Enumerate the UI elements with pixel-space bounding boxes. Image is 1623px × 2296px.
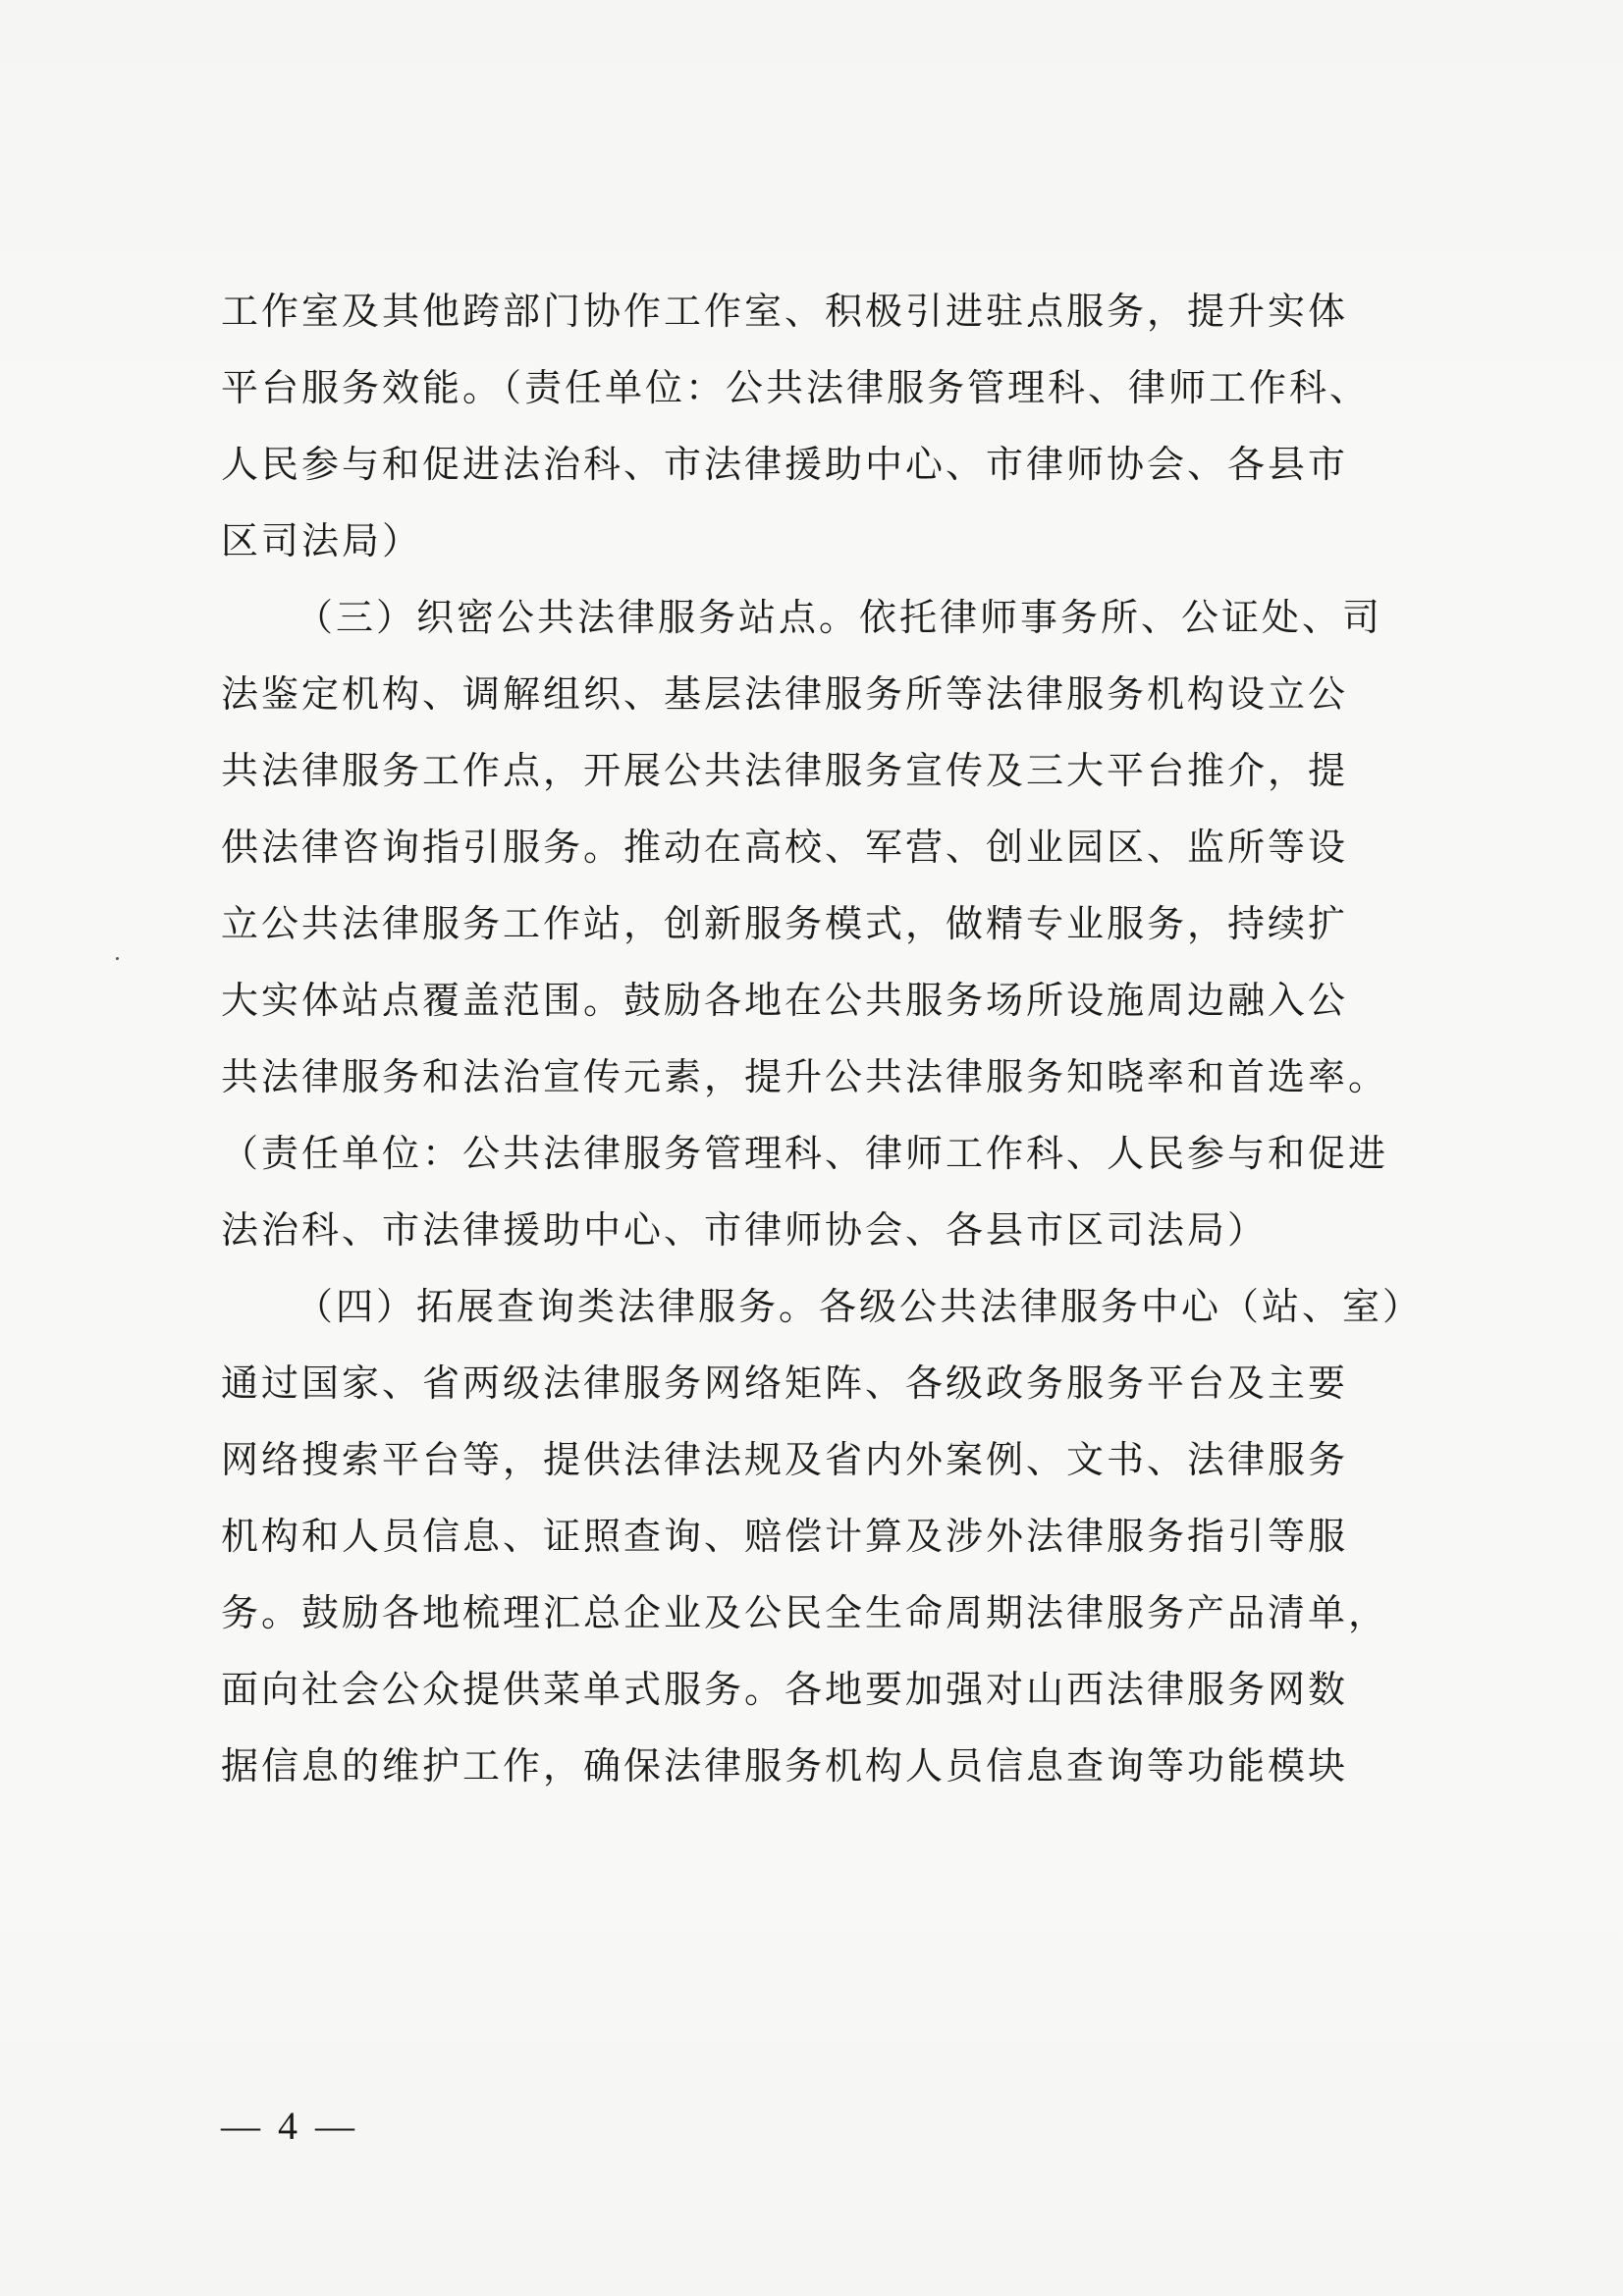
text-line: 网络搜索平台等，提供法律法规及省内外案例、文书、法律服务 [221, 1438, 1349, 1481]
text-line: 面向社会公众提供菜单式服务。各地要加强对山西法律服务网数 [221, 1668, 1349, 1711]
text-line: 据信息的维护工作，确保法律服务机构人员信息查询等功能模块 [221, 1744, 1349, 1788]
text-line: 工作室及其他跨部门协作工作室、积极引进驻点服务，提升实体 [221, 290, 1349, 333]
body-text [221, 273, 1429, 1804]
text-line: （责任单位：公共法律服务管理科、律师工作科、人民参与和促进 [221, 1132, 1389, 1175]
text-line: 务。鼓励各地梳理汇总企业及公民全生命周期法律服务产品清单， [221, 1591, 1389, 1634]
text-line: 人民参与和促进法治科、市法律援助中心、市律师协会、各县市 [221, 443, 1349, 486]
text-line: 大实体站点覆盖范围。鼓励各地在公共服务场所设施周边融入公 [221, 979, 1349, 1022]
text-line: 平台服务效能。（责任单位：公共法律服务管理科、律师工作科、 [221, 366, 1371, 409]
text-line: 立公共法律服务工作站，创新服务模式，做精专业服务，持续扩 [221, 902, 1349, 945]
text-line: 区司法局） [221, 519, 423, 562]
scan-speck [116, 957, 119, 960]
text-line: 机构和人员信息、证照查询、赔偿计算及涉外法律服务指引等服 [221, 1515, 1349, 1558]
text-line: （四）拓展查询类法律服务。各级公共法律服务中心（站、室） [296, 1285, 1424, 1328]
page-number: — 4 — [221, 2104, 358, 2148]
text-line: 供法律咨询指引服务。推动在高校、军营、创业园区、监所等设 [221, 826, 1349, 869]
text-line: 共法律服务工作点，开展公共法律服务宣传及三大平台推介，提 [221, 749, 1349, 792]
text-line: 法鉴定机构、调解组织、基层法律服务所等法律服务机构设立公 [221, 672, 1349, 716]
text-line: 法治科、市法律援助中心、市律师协会、各县市区司法局） [221, 1208, 1269, 1252]
text-line: 通过国家、省两级法律服务网络矩阵、各级政务服务平台及主要 [221, 1362, 1349, 1405]
text-line: 共法律服务和法治宣传元素，提升公共法律服务知晓率和首选率。 [221, 1055, 1389, 1098]
text-line: （三）织密公共法律服务站点。依托律师事务所、公证处、司 [296, 596, 1383, 639]
